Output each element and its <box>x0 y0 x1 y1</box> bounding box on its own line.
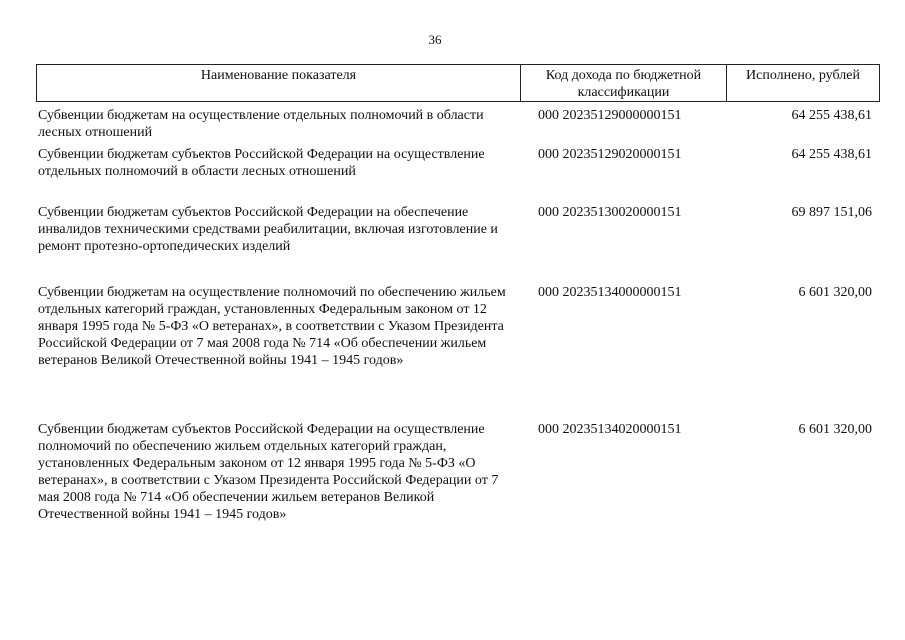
header-code: Код дохода по бюджетной классификации <box>521 65 727 101</box>
row-code: 000 20235134000000151 <box>538 285 682 300</box>
row-name: Субвенции бюджетам на осуществление отдельных полномочий в области лесных отношений <box>38 108 484 140</box>
row-name: Субвенции бюджетам субъектов Российской Федерации на осуществление полномочий по обеспечению жильем отдельных категорий граждан, установленных Федеральным законом от 12 января 1995 года № 5-ФЗ «О ветеранах», в соответствии с Указом Президента Российской Федерации от 7 мая 2008 года № 714 «Об обеспечении жильем ветеранов Великой Отечественной войны 1941 – 1945 годов» <box>38 422 499 522</box>
row-executed: 6 601 320,00 <box>798 285 872 300</box>
header-name: Наименование показателя <box>37 65 521 101</box>
table-header <box>36 64 880 102</box>
row-executed: 6 601 320,00 <box>798 422 872 437</box>
row-code: 000 20235130020000151 <box>538 205 682 220</box>
row-executed: 64 255 438,61 <box>791 108 872 123</box>
row-name: Субвенции бюджетам субъектов Российской Федерации на обеспечение инвалидов техническими средствами реабилитации, включая изготовление и ремонт протезно-ортопедических изделий <box>38 205 498 254</box>
row-name: Субвенции бюджетам субъектов Российской Федерации на осуществление отдельных полномочий в области лесных отношений <box>38 147 485 179</box>
page-number: 36 <box>428 32 442 47</box>
row-executed: 64 255 438,61 <box>791 147 872 162</box>
row-name: Субвенции бюджетам на осуществление полномочий по обеспечению жильем отдельных категорий граждан, установленных Федеральным законом от 12 января 1995 года № 5-ФЗ «О ветеранах», в соответствии с Указом Президента Российской Федерации от 7 мая 2008 года № 714 «Об обеспечении жильем ветеранов Великой Отечественной войны 1941 – 1945 годов» <box>38 285 506 368</box>
row-code: 000 20235129000000151 <box>538 108 682 123</box>
header-executed: Исполнено, рублей <box>746 68 860 83</box>
row-executed: 69 897 151,06 <box>791 205 872 220</box>
row-code: 000 20235134020000151 <box>538 422 682 437</box>
row-code: 000 20235129020000151 <box>538 147 682 162</box>
